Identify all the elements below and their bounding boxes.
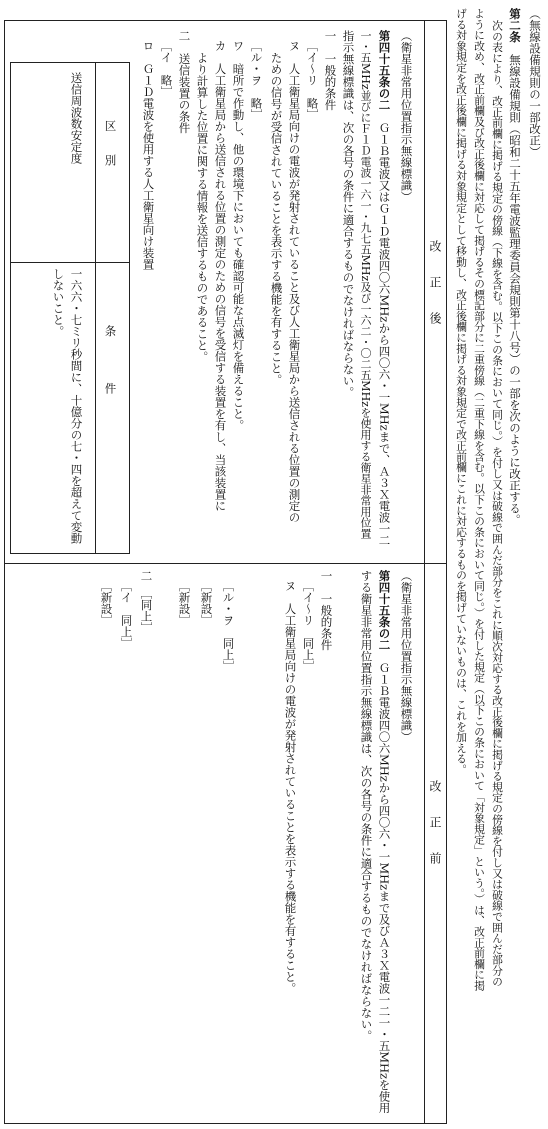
table-cell-condition-2: しないこと。 xyxy=(51,268,66,337)
preface-line-2: 次の表により、改正前欄に掲げる規定の傍線（下線を含む。以下この条において同じ。）を付し又は破線で囲んだ部分をこれに順次対応する改正後欄に掲げる規定の傍線を付し又は破線で囲んだ部分の xyxy=(491,20,504,987)
preface-line-1 xyxy=(509,8,521,526)
frequency-table-col-divider xyxy=(10,262,130,263)
before-new-3: ［新設］ xyxy=(99,580,114,626)
before-caption: （衛星非常用位置指示無線標識） xyxy=(399,570,414,743)
section-divider xyxy=(4,563,447,564)
preface-text-1: 無線設備規則（昭和二十五年電波監理委員会規則第十八号）の一部を次のように改正する。 xyxy=(508,54,522,526)
after-caption: （衛星非常用位置指示無線標識） xyxy=(399,30,414,203)
before-article-text-1: Ｇ１Ｂ電波四〇六MHzから四〇六・一MHzまで及びＡ３Ｘ電波一二一・五MHzを使用 xyxy=(377,662,392,1114)
before-item-1: 一 一般的条件 xyxy=(319,570,334,651)
after-item-wa: ワ 暗所で作動し、他の環境下においても確認可能な点滅灯を備えること。 xyxy=(231,40,246,431)
table-cell-category: 送信周波数安定度 xyxy=(69,72,84,164)
after-item-2-i: ［イ 略］ xyxy=(159,40,174,98)
heading-column-divider xyxy=(424,20,425,1124)
before-heading: 改 正 前 xyxy=(428,780,442,864)
after-item-nu-2: ための信号が受信されていることを表示する機能を有すること。 xyxy=(269,52,284,386)
after-article-line-3: 指示無線標識は、次の各号の条件に適合するものでなければならない。 xyxy=(341,30,356,398)
before-item-ruwo: ［ル・ヲ 同上］ xyxy=(221,580,236,672)
after-article-line-2: 一・五MHz並びにＦ１Ｄ電波一六一・九七五MHz及び一六二・〇二五MHzを使用する衛星非常用位置 xyxy=(359,30,372,539)
table-header-category: 区 別 xyxy=(103,120,118,166)
before-new-1: ［新設］ xyxy=(199,580,214,626)
table-header-condition: 条 件 xyxy=(103,325,118,394)
after-item-nu-1: ヌ 人工衛星局向けの電波が発射されていること及び人工衛星局から送信される位置の測定の xyxy=(287,40,302,523)
before-item-2-i: ［イ 同上］ xyxy=(119,580,134,649)
after-item-1: 一 一般的条件 xyxy=(323,30,338,111)
before-item-2: 二 ［同上］ xyxy=(139,570,154,634)
preface-title: （無線設備規則の一部改正） xyxy=(528,8,542,158)
after-item-ruwo: ［ル・ヲ 略］ xyxy=(249,40,264,121)
after-article-label: 第四十五条の二 xyxy=(377,30,392,111)
after-item-ir: ［イ～リ 略］ xyxy=(305,40,320,121)
after-heading: 改 正 後 xyxy=(428,240,442,324)
before-item-ir: ［イ～リ 同上］ xyxy=(301,580,316,672)
after-item-ka-1: カ 人工衛星局から送信される位置の測定のための信号を受信する装置を有し、当該装置に xyxy=(213,40,228,512)
before-item-nu: ヌ 人工衛星局向けの電波が発射されていることを表示する機能を有すること。 xyxy=(283,580,298,994)
before-article-line-1 xyxy=(378,570,390,1114)
after-item-ka-2: より計算した位置に関する情報を送信するものであること。 xyxy=(195,52,210,363)
preface-line-3: ように改め、改正前欄及び改正後欄に対応して掲げるその標記部分に二重傍線（二重下線を含む。以下この条において同じ。）を付した規定（以下この条において「対象規定」という。）は、改正前欄に掲 xyxy=(473,8,486,991)
before-article-label: 第四十五条の二 xyxy=(377,570,392,651)
preface-line-4: げる対象規定を改正後欄に掲げる対象規定として移動し、改正後欄に掲げる対象規定で改正前欄にこれに対応するものを掲げていないものは、これを加える。 xyxy=(455,8,468,775)
before-new-2: ［新設］ xyxy=(177,580,192,626)
article-label: 第二条 xyxy=(508,8,522,43)
before-article-line-2: する衛星非常用位置指示無線標識は、次の各号の条件に適合するものでなければならない。 xyxy=(359,570,374,1042)
frequency-table-header-divider xyxy=(95,62,96,554)
after-item-2: 二 送信装置の条件 xyxy=(177,30,192,134)
after-article-text-1: Ｇ１Ｂ電波又はＧ１Ｄ電波四〇六MHzから四〇六・一MHzまで、Ａ３Ｘ電波一二 xyxy=(377,122,392,546)
after-item-2-ro: ロ Ｇ１Ｄ電波を使用する人工衛星向け装置 xyxy=(141,40,156,270)
after-article-line-1 xyxy=(378,30,390,546)
table-cell-condition-1: 一六六・七ミリ秒間に、十億分の七・四を超えて変動 xyxy=(69,268,84,544)
